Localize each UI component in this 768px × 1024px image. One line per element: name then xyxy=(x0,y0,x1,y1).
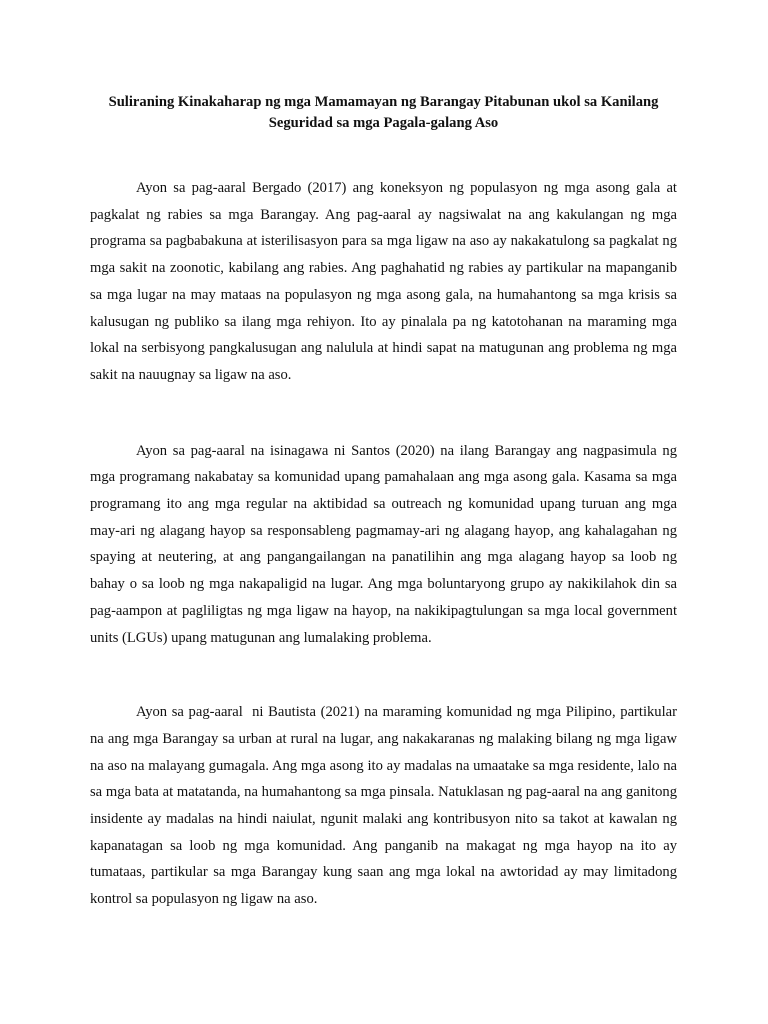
document-page xyxy=(90,92,681,913)
paragraph-bergado: Ayon sa pag-aaral Bergado (2017) ang koneksyon ng populasyon ng mga asong gala at pagkalat ng rabies sa mga Barangay. Ang pag-aaral ay nagsiwalat na ang kakulangan ng mga programa sa pagbabakuna at isterilisasyon para sa mga ligaw na aso ay nakakatulong sa pagkalat ng mga sakit na zoonotic, kabilang ang rabies. Ang paghahatid ng rabies ay partikular na mapanganib sa mga lugar na may mataas na populasyon ng mga asong gala, na humahantong sa mga krisis sa kalusugan ng publiko sa ilang mga rehiyon. Ito ay pinalala pa ng katotohanan na maraming mga lokal na serbisyong pangkalusugan ang nalulula at hindi sapat na matugunan ang problema ng mga sakit na nauugnay sa ligaw na aso. xyxy=(90,180,681,383)
document-title: Suliraning Kinakaharap ng mga Mamamayan ng Barangay Pitabunan ukol sa Kanilang Seguridad sa mga Pagala-galang Aso xyxy=(108,94,659,131)
paragraph-bautista: Ayon sa pag-aaral ni Bautista (2021) na maraming komunidad ng mga Pilipino, partikular na ang mga Barangay sa urban at rural na lugar, ang nakakaranas ng malaking bilang ng mga ligaw na aso na malayang gumagala. Ang mga asong ito ay madalas na umaatake sa mga residente, lalo na sa mga bata at matatanda, na humahantong sa mga pinsala. Natuklasan ng pag-aaral na ang ganitong insidente ay madalas na hindi naiulat, ngunit malaki ang kontribusyon nito sa takot at kawalan ng kapanatagan sa loob ng mga komunidad. Ang panganib na makagat ng mga hayop na ito ay tumataas, partikular sa mga Barangay kung saan ang mga lokal na awtoridad ay may limitadong kontrol sa populasyon ng ligaw na aso. xyxy=(90,704,681,908)
paragraph-santos: Ayon sa pag-aaral na isinagawa ni Santos (2020) na ilang Barangay ang nagpasimula ng mga programang nakabatay sa komunidad upang pamahalaan ang mga asong gala. Kasama sa mga programang ito ang mga regular na aktibidad sa outreach ng komunidad upang turuan ang mga may-ari ng alagang hayop sa responsableng pagmamay-ari ng alagang hayop, ang kahalagahan ng spaying at neutering, at ang pangangailangan na panatilihin ang mga alagang hayop sa loob ng bahay o sa loob ng mga nakapaligid na lugar. Ang mga boluntaryong grupo ay nakikilahok din sa pag-aampon at pagliligtas ng mga ligaw na hayop, na nakikipagtulungan sa mga local government units (LGUs) upang matugunan ang lumalaking problema. xyxy=(90,442,681,646)
